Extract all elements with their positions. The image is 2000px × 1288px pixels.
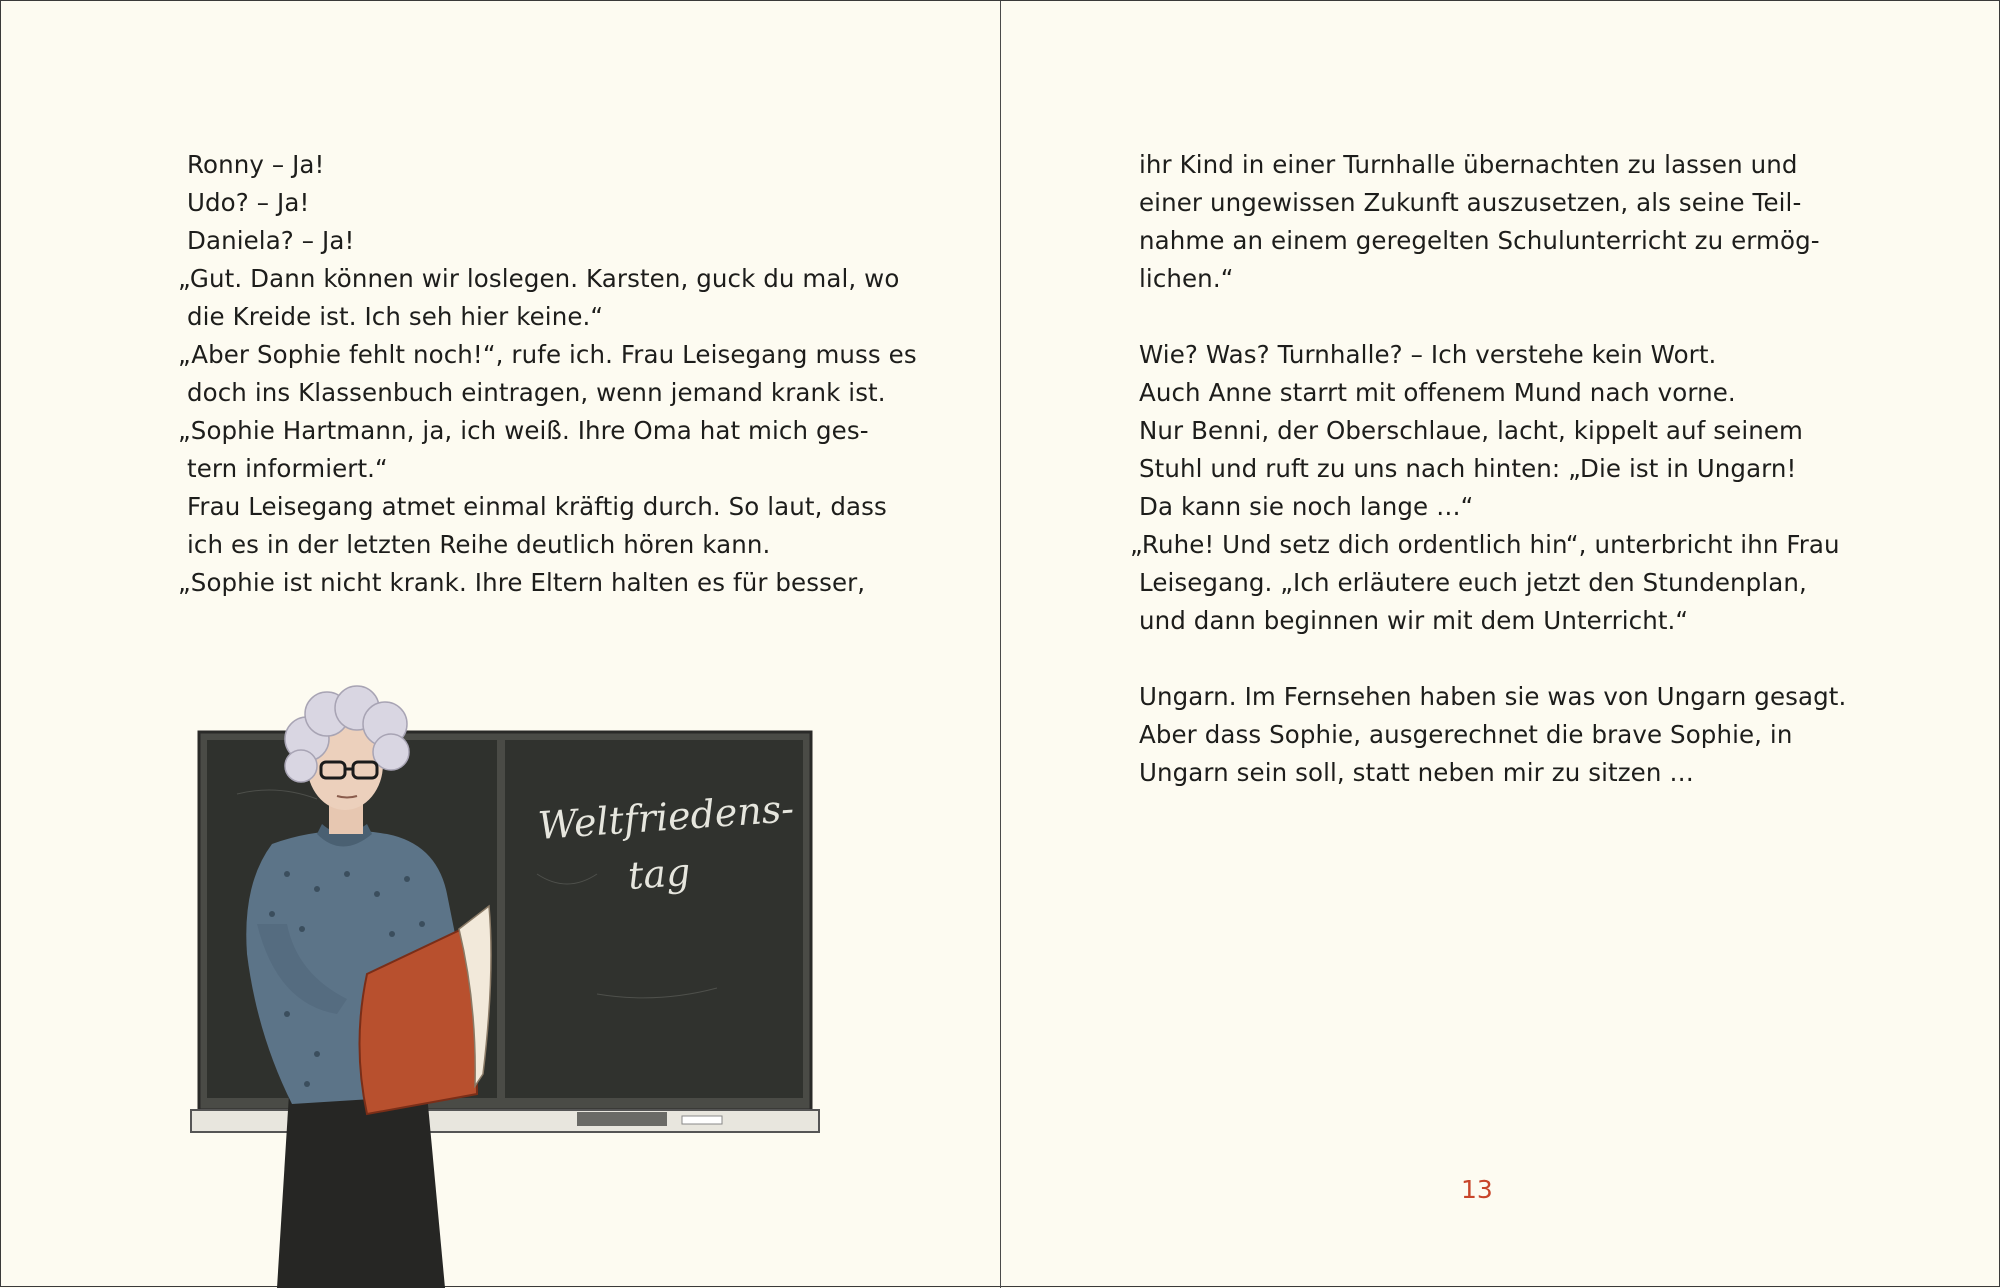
text-line: Daniela? – Ja! — [187, 226, 355, 255]
text-line: Nur Benni, der Oberschlaue, lacht, kippelt auf seinem — [1139, 416, 1804, 445]
text-line: nahme an einem geregelten Schulunterricht zu ermög- — [1139, 226, 1820, 255]
text-line: Stuhl und ruft zu uns nach hinten: „Die ist in Ungarn! — [1139, 454, 1797, 483]
teacher-chalkboard-illustration — [177, 674, 857, 1288]
text-line: „Sophie ist nicht krank. Ihre Eltern halten es für besser, — [178, 568, 866, 597]
teacher-skirt — [277, 1094, 445, 1288]
text-line: Frau Leisegang atmet einmal kräftig durch. So laut, dass — [187, 492, 887, 521]
text-line: tern informiert.“ — [187, 454, 388, 483]
left-page-text — [178, 146, 917, 602]
text-line: lichen.“ — [1139, 264, 1234, 293]
text-line: und dann beginnen wir mit dem Unterricht.“ — [1139, 606, 1689, 635]
page-number: 13 — [1461, 1175, 1493, 1204]
text-line: einer ungewissen Zukunft auszusetzen, als seine Teil- — [1139, 188, 1802, 217]
paragraph-break — [1139, 298, 1846, 336]
text-line: die Kreide ist. Ich seh hier keine.“ — [187, 302, 604, 331]
text-line: Leisegang. „Ich erläutere euch jetzt den Stundenplan, — [1139, 568, 1807, 597]
text-line: „Gut. Dann können wir loslegen. Karsten, guck du mal, wo — [178, 264, 900, 293]
text-line: Auch Anne starrt mit offenem Mund nach vorne. — [1139, 378, 1736, 407]
page-gutter — [1000, 1, 1001, 1288]
text-line: „Ruhe! Und setz dich ordentlich hin“, unterbricht ihn Frau — [1130, 530, 1840, 559]
text-line: Ungarn sein soll, statt neben mir zu sitzen … — [1139, 758, 1694, 787]
chalk-piece — [682, 1116, 722, 1124]
text-line: Ungarn. Im Fernsehen haben sie was von Ungarn gesagt. — [1139, 682, 1847, 711]
text-line: Ronny – Ja! — [187, 150, 325, 179]
text-line: „Aber Sophie fehlt noch!“, rufe ich. Frau Leisegang muss es — [178, 340, 917, 369]
text-line: „Sophie Hartmann, ja, ich weiß. Ihre Oma hat mich ges- — [178, 416, 869, 445]
right-page-text — [1130, 146, 1847, 792]
text-line: Udo? – Ja! — [187, 188, 310, 217]
paragraph-break — [1139, 640, 1846, 678]
text-line: doch ins Klassenbuch eintragen, wenn jemand krank ist. — [187, 378, 886, 407]
text-line: ihr Kind in einer Turnhalle übernachten zu lassen und — [1139, 150, 1798, 179]
text-line: ich es in der letzten Reihe deutlich hören kann. — [187, 530, 771, 559]
text-line: Da kann sie noch lange …“ — [1139, 492, 1474, 521]
text-line: Wie? Was? Turnhalle? – Ich verstehe kein Wort. — [1139, 340, 1717, 369]
chalkboard-writing-line1: Weltfriedens- — [536, 786, 796, 848]
chalk-tray — [191, 1110, 819, 1132]
eraser — [577, 1112, 667, 1126]
text-line: Aber dass Sophie, ausgerechnet die brave Sophie, in — [1139, 720, 1793, 749]
chalkboard-writing-line2: tag — [626, 849, 692, 898]
